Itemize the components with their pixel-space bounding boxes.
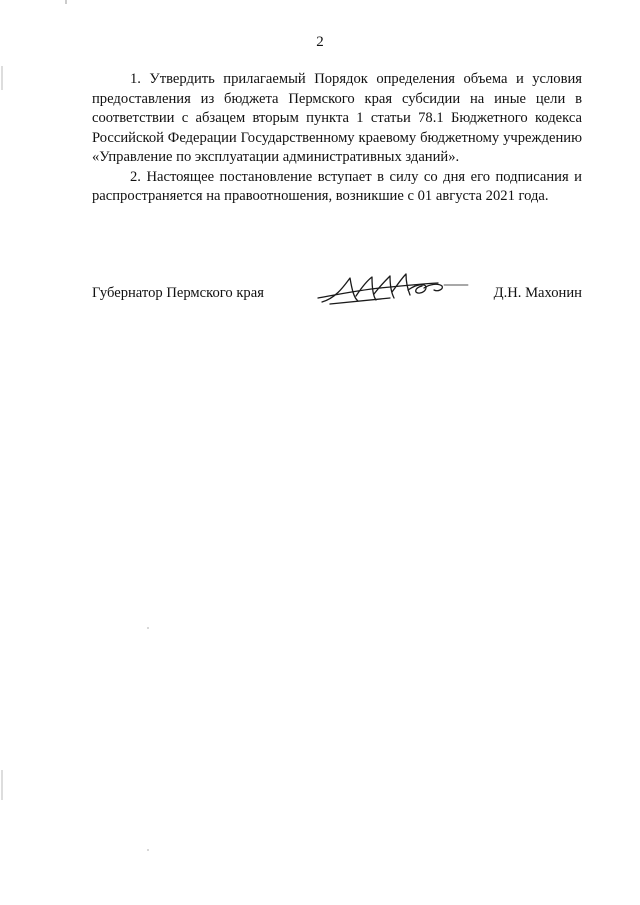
handwritten-signature xyxy=(310,268,472,312)
signatory-title: Губернатор Пермского края xyxy=(92,285,264,301)
signatory-name: Д.Н. Махонин xyxy=(493,285,582,301)
signature-block xyxy=(92,282,582,322)
paragraph-1: 1. Утвердить прилагаемый Порядок определения объема и условия предоставления из бюджета Пермского края субсидии на иные цели в соответствии с абзацем вторым пункта 1 статьи 78.1 Бюджетного кодекса Российской Федерации Государственному краевому бюджетному учреждению «Управление по эксплуатации административных зданий». xyxy=(92,71,582,165)
paragraph-2: 2. Настоящее постановление вступает в силу со дня его подписания и распространяется на правоотношения, возникшие с 01 августа 2021 года. xyxy=(92,168,582,204)
document-body xyxy=(92,70,582,207)
page-number: 2 xyxy=(316,34,324,50)
